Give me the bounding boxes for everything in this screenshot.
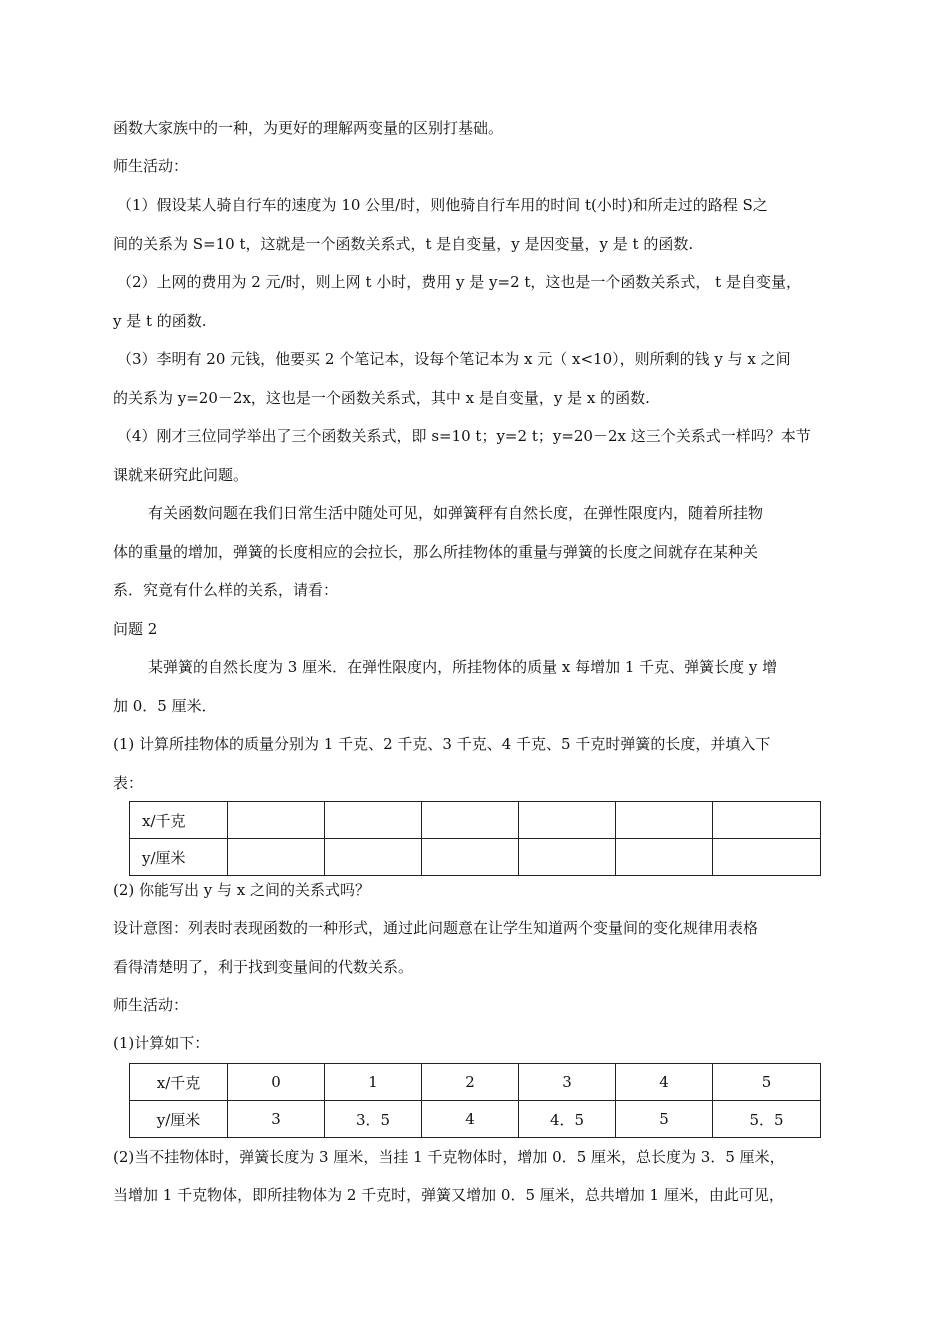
table-cell <box>616 839 713 876</box>
table-row <box>130 802 821 839</box>
table-cell: y/厘米 <box>130 839 228 876</box>
table-cell <box>228 839 325 876</box>
table-cell: 3．5 <box>325 1101 422 1138</box>
table-cell: 4 <box>422 1101 519 1138</box>
text-line: (2) 你能写出 y 与 x 之间的关系式吗？ <box>113 881 371 899</box>
text-line: 课就来研究此问题。 <box>113 466 249 484</box>
table-cell <box>713 839 821 876</box>
table-cell <box>519 802 616 839</box>
text-line: （2）上网的费用为 2 元/时，则上网 t 小时，费用 y 是 y=2 t，这也是一个函数关系式， t 是自变量， <box>117 273 801 291</box>
text-line: 师生活动： <box>113 996 189 1014</box>
table-cell <box>422 839 519 876</box>
table-row <box>130 1101 821 1138</box>
table-cell <box>422 802 519 839</box>
text-line: 加 0．5 厘米． <box>113 697 217 715</box>
table-cell: 5 <box>713 1064 821 1101</box>
text-line: 当增加 1 千克物体，即所挂物体为 2 千克时，弹簧又增加 0．5 厘米，总共增加 1 厘米，由此可见， <box>113 1186 784 1204</box>
table-cell <box>325 839 422 876</box>
table-cell: 3 <box>228 1101 325 1138</box>
table-cell: x/千克 <box>130 802 228 839</box>
result-table <box>129 1063 821 1138</box>
table-cell <box>325 802 422 839</box>
text-line: 设计意图：列表时表现函数的一种形式，通过此问题意在让学生知道两个变量间的变化规律用表格 <box>113 919 759 937</box>
table-cell: 5 <box>616 1101 713 1138</box>
text-line: 的关系为 y=20－2x，这也是一个函数关系式，其中 x 是自变量，y 是 x 的函数. <box>113 389 650 407</box>
table-cell: y/厘米 <box>130 1101 228 1138</box>
text-line: (1) 计算所挂物体的质量分别为 1 千克、2 千克、3 千克、4 千克、5 千克时弹簧的长度，并填入下 <box>113 735 771 753</box>
text-line: y 是 t 的函数. <box>113 312 207 330</box>
table-cell: 4．5 <box>519 1101 616 1138</box>
table-cell <box>616 802 713 839</box>
table-cell <box>228 802 325 839</box>
table-cell: 3 <box>519 1064 616 1101</box>
text-line: 间的关系为 S=10 t，这就是一个函数关系式，t 是自变量，y 是因变量，y 是 t 的函数. <box>113 235 694 253</box>
table-cell: 4 <box>616 1064 713 1101</box>
text-line: 看得清楚明了，利于找到变量间的代数关系。 <box>113 958 414 976</box>
table-row <box>130 839 821 876</box>
text-line: 某弹簧的自然长度为 3 厘米．在弹性限度内，所挂物体的质量 x 每增加 1 千克、弹簧长度 y 增 <box>148 658 778 676</box>
table-cell: 1 <box>325 1064 422 1101</box>
table-row <box>130 1064 821 1101</box>
table-cell: x/千克 <box>130 1064 228 1101</box>
blank-table <box>129 801 821 876</box>
table-cell <box>713 802 821 839</box>
section-heading: 问题 2 <box>113 620 158 638</box>
text-line: 有关函数问题在我们日常生活中随处可见，如弹簧秤有自然长度，在弹性限度内，随着所挂物 <box>148 504 764 522</box>
text-line: 函数大家族中的一种，为更好的理解两变量的区别打基础。 <box>113 119 504 137</box>
text-line: 系．究竟有什么样的关系，请看： <box>113 581 339 599</box>
text-line: (2)当不挂物体时，弹簧长度为 3 厘米，当挂 1 千克物体时，增加 0．5 厘米，总长度为 3．5 厘米， <box>113 1148 785 1166</box>
text-line: （1）假设某人骑自行车的速度为 10 公里/时，则他骑自行车用的时间 t(小时)和所走过的路程 S之 <box>117 196 768 214</box>
table-cell: 0 <box>228 1064 325 1101</box>
text-line: 表： <box>113 774 144 792</box>
table-cell: 2 <box>422 1064 519 1101</box>
text-line: 师生活动： <box>113 157 189 175</box>
table-cell <box>519 839 616 876</box>
text-line: （4）刚才三位同学举出了三个函数关系式，即 s=10 t；y=2 t；y=20－2x 这三个关系式一样吗？本节 <box>117 427 811 445</box>
text-line: 体的重量的增加，弹簧的长度相应的会拉长，那么所挂物体的重量与弹簧的长度之间就存在某种关 <box>113 543 759 561</box>
table-cell: 5．5 <box>713 1101 821 1138</box>
text-line: （3）李明有 20 元钱，他要买 2 个笔记本，设每个笔记本为 x 元（ x<10），则所剩的钱 y 与 x 之间 <box>117 350 791 368</box>
text-line: (1)计算如下： <box>113 1034 210 1052</box>
